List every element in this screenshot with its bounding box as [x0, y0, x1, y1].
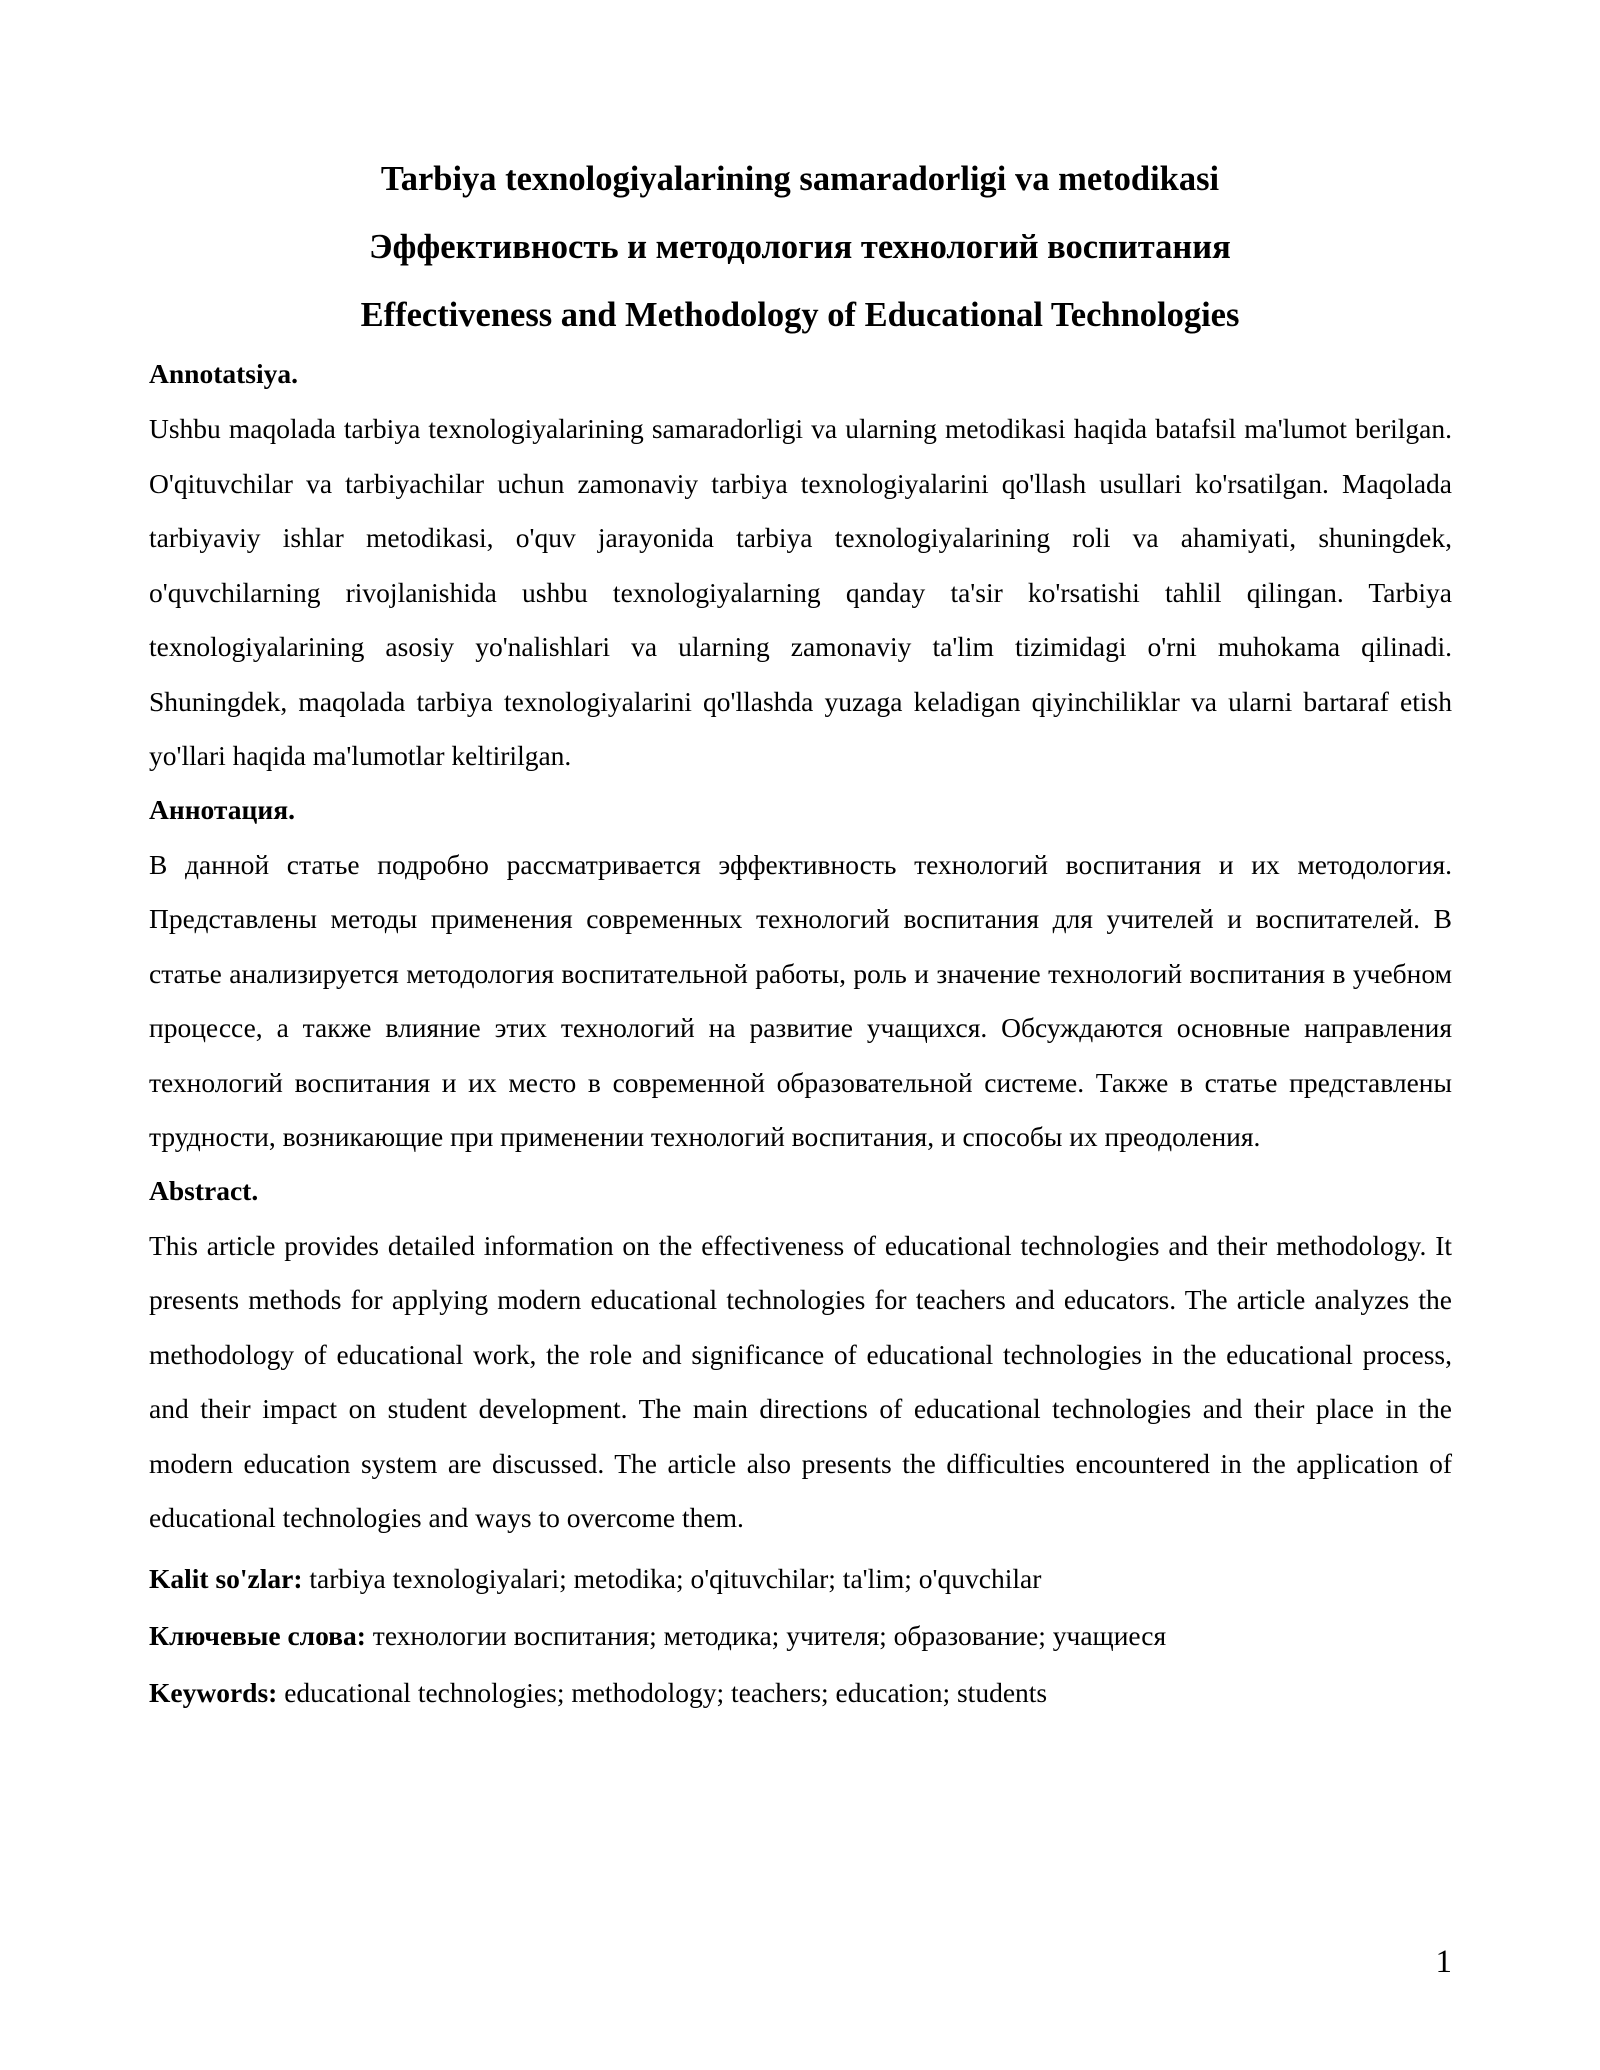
keywords-en-label: Keywords: — [149, 1676, 278, 1708]
annotation-uz-heading: Annotatsiya. — [149, 358, 298, 389]
keywords-uz-value: tarbiya texnologiyalari; metodika; o'qituvchilar; ta'lim; o'quvchilar — [309, 1562, 1042, 1594]
page-number: 1 — [1435, 1944, 1452, 1980]
title-russian: Эффективность и методология технологий воспитания — [369, 228, 1231, 266]
abstract-en-heading: Abstract. — [149, 1174, 259, 1206]
keywords-ru-value: технологии воспитания; методика; учителя; образование; учащиеся — [372, 1619, 1167, 1651]
keywords-en-value: educational technologies; methodology; teachers; education; students — [284, 1676, 1048, 1708]
keywords-uz-label: Kalit so'zlar: — [149, 1562, 303, 1594]
keywords-ru-label: Ключевые слова: — [149, 1619, 366, 1651]
keywords-uz — [149, 1550, 1452, 1607]
keywords-ru — [149, 1607, 1452, 1664]
title-block — [148, 145, 1452, 349]
article-body — [149, 356, 1452, 1721]
title-uzbek: Tarbiya texnologiyalarining samaradorligi va metodikasi — [380, 160, 1220, 198]
title-english: Effectiveness and Methodology of Educational Technologies — [360, 296, 1240, 334]
annotation-ru-heading: Аннотация. — [149, 793, 295, 825]
abstract-en-text: This article provides detailed information on the effectiveness of educational technologies and their methodology. It presents methods for applying modern educational technologies for teachers and educators. The article analyzes the methodology of educational work, the role and significance of educational technologies in the educational process, and their impact on student development. The main directions of educational technologies and their place in the modern education system are discussed. The article also presents the difficulties encountered in the application of educational technologies and ways to overcome them. — [149, 1229, 1452, 1533]
keywords-en — [149, 1664, 1452, 1721]
annotation-uz-text: Ushbu maqolada tarbiya texnologiyalarining samaradorligi va ularning metodikasi haqida batafsil ma'lumot berilgan. O'qituvchilar va tarbiyachilar uchun zamonaviy tarbiya texnologiyalarini qo'llash usullari ko'rsatilgan. Maqolada tarbiyaviy ishlar metodikasi, o'quv jarayonida tarbiya texnologiyalarining roli va ahamiyati, shuningdek, o'quvchilarning rivojlanishida ushbu texnologiyalarning qanday ta'sir ko'rsatishi tahlil qilingan. Tarbiya texnologiyalarining asosiy yo'nalishlari va ularning zamonaviy ta'lim tizimidagi o'rni muhokama qilinadi. Shuningdek, maqolada tarbiya texnologiyalarini qo'llashda yuzaga keladigan qiyinchiliklar va ularni bartaraf etish yo'llari haqida ma'lumotlar keltirilgan. — [149, 413, 1452, 771]
annotation-ru-text: В данной статье подробно рассматривается эффективность технологий воспитания и их методология. Представлены методы применения современных технологий воспитания для учителей и воспитателей. В статье анализируется методология воспитательной работы, роль и значение технологий воспитания в учебном процессе, а также влияние этих технологий на развитие учащихся. Обсуждаются основные направления технологий воспитания и их место в современной образовательной системе. Также в статье представлены трудности, возникающие при применении технологий воспитания, и способы их преодоления. — [149, 848, 1452, 1152]
